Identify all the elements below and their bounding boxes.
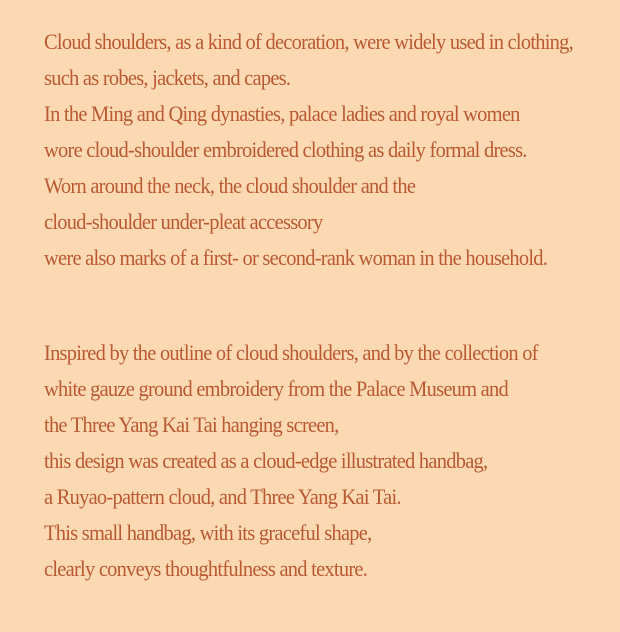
text-line: a Ruyao-pattern cloud, and Three Yang Kai Tai. <box>44 484 401 509</box>
text-line: the Three Yang Kai Tai hanging screen, <box>44 412 339 437</box>
text-line: such as robes, jackets, and capes. <box>44 65 291 90</box>
text-line: This small handbag, with its graceful shape, <box>44 520 372 545</box>
text-line: wore cloud-shoulder embroidered clothing as daily formal dress. <box>44 137 527 162</box>
text-line: were also marks of a first- or second-rank woman in the household. <box>44 245 548 270</box>
text-line: clearly conveys thoughtfulness and texture. <box>44 556 368 581</box>
text-line: Worn around the neck, the cloud shoulder and the <box>44 173 416 198</box>
text-line: white gauze ground embroidery from the Palace Museum and <box>44 376 508 401</box>
paragraph-design <box>44 335 538 587</box>
text-line: cloud-shoulder under-pleat accessory <box>44 209 323 234</box>
text-line: Inspired by the outline of cloud shoulders, and by the collection of <box>44 340 538 365</box>
text-line: Cloud shoulders, as a kind of decoration, were widely used in clothing, <box>44 29 574 54</box>
text-line: In the Ming and Qing dynasties, palace ladies and royal women <box>44 101 520 126</box>
paragraph-history <box>44 24 573 276</box>
text-line: this design was created as a cloud-edge illustrated handbag, <box>44 448 488 473</box>
